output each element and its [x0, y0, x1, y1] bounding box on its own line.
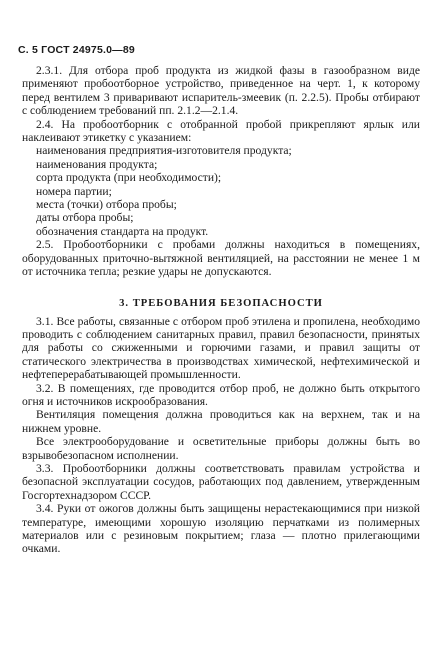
list-item: места (точки) отбора пробы; — [36, 198, 177, 212]
paragraph-3-4: 3.4. Руки от ожогов должны быть защищены нерастекающимися при низкой температуре, имеющими хорошую изоляцию перчатками из полимерных материалов или с резиновым покрытием; глаза — плотно прилегающими очками. — [22, 502, 420, 556]
list-item: сорта продукта (при необходимости); — [36, 171, 222, 185]
list-item: наименования предприятия-изготовителя продукта; — [36, 144, 292, 158]
list-item: даты отбора пробы; — [36, 211, 134, 225]
paragraph-electrical: Все электрооборудование и осветительные приборы должны быть во взрывобезопасном исполнении. — [22, 435, 420, 462]
paragraph-2-4: 2.4. На пробоотборник с отобранной пробой прикрепляют ярлык или наклеивают этикетку с указанием: — [22, 117, 420, 145]
paragraph-2-5: 2.5. Пробоотборники с пробами должны находиться в помещениях, оборудованных приточно-вытяжной вентиляцией, на расстоянии не менее 1 м от источника тепла; резкие удары не допускаются. — [22, 238, 420, 279]
section-title: 3. ТРЕБОВАНИЯ БЕЗОПАСНОСТИ — [119, 297, 323, 309]
list-item: номера партии; — [36, 184, 112, 198]
paragraph-3-1: 3.1. Все работы, связанные с отбором проб этилена и пропилена, необходимо проводить с соблюдением санитарных правил, правил безопасности, принятых для работы со сжиженными и горючими газами, и правил защиты от статического электричества в производствах химической, нефтехимической и нефтеперерабатывающей промышленности. — [22, 314, 420, 382]
paragraph-ventilation: Вентиляция помещения должна проводиться как на верхнем, так и на нижнем уровне. — [22, 408, 420, 435]
label-items-list — [22, 144, 420, 238]
list-item: обозначения стандарта на продукт. — [36, 224, 209, 238]
document-body — [22, 64, 420, 556]
paragraph-3-2: 3.2. В помещениях, где проводится отбор проб, не должно быть открытого огня и источников искрообразования. — [22, 381, 420, 408]
paragraph-2-3-1: 2.3.1. Для отбора проб продукта из жидкой фазы в газообразном виде применяют пробоотборное устройство, приведенное на черт. 1, к которому перед вентилем 3 приваривают испаритель-змеевик (п. 2.2.5). Пробы отбирают с соблюдением требований пп. 2.1.2—2.1.4. — [22, 64, 420, 118]
list-item: наименования продукта; — [36, 157, 158, 171]
page-header: С. 5 ГОСТ 24975.0—89 — [18, 44, 135, 56]
paragraph-3-3: 3.3. Пробоотборники должны соответствовать правилам устройства и безопасной эксплуатации сосудов, работающих под давлением, утвержденным Госгортехнадзором СССР. — [22, 461, 420, 502]
